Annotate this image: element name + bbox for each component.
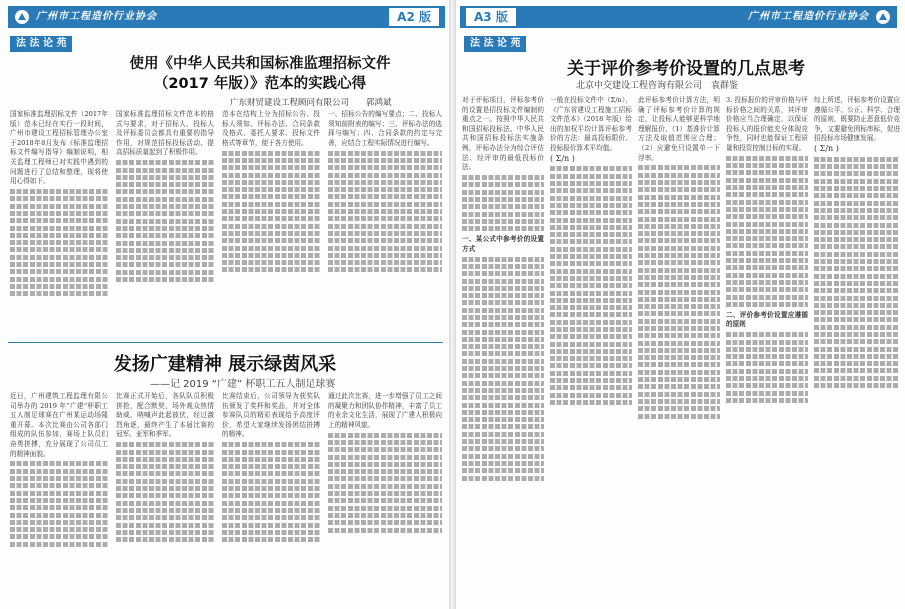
article1-column-1	[10, 110, 108, 338]
article1-text-4: 一、招标公告的编写要点；二、投标人须知前附表的编写；三、评标办法的选择与编写；四、合同条款的约定与完善，应结合工程实际情况进行编写。	[328, 110, 442, 147]
article-column-5	[814, 96, 900, 606]
page-label: A3 版	[466, 8, 516, 26]
page-header	[460, 6, 897, 28]
newspaper-name: 广州市工程造价行业协会	[36, 11, 157, 22]
formula-1: ( Σ/n )	[550, 153, 575, 163]
page-label: A2 版	[389, 8, 439, 26]
article-text-4: 3. 投标报价的评审价格与评标价格之间的关系，其评审价格应当合理确定，以保证投标人的报价能充分体现竞争性，同时也能保证工程质量和投资控制目标的实现。	[726, 96, 808, 152]
article-title: 关于评价参考价设置的几点思考	[567, 59, 805, 79]
article-text-2: 一般在投标文件中（Σ/n），《广东省建设工程施工招标文件范本》（2018 年版）给出的加权平均计算评标参考价的方法：最高投标限价、投标报价算术平均值。	[550, 96, 632, 152]
article-byline: 北京中交建设工程咨询有限公司 袁群鉴	[576, 81, 739, 91]
article-title-line2: （2017 年版）》范本的实践心得	[153, 76, 367, 92]
article2-text-1: 近日，广州建筑工程监理有限公司举办的 2019 年“广建”杯职工五人制足球赛在广州某运动场隆重开幕。本次比赛由公司各部门组成的队伍参加，赛场上队员们奋勇拼搏，充分展现了公司员工的精神面貌。	[10, 392, 108, 458]
page-gutter	[449, 0, 456, 609]
article2-column-2	[116, 392, 214, 606]
article-byline: 广东财贸建设工程顾问有限公司 郭鸿斌	[230, 98, 392, 108]
article2-subtitle: ——记 2019 “广建” 杯职工五人制足球赛	[150, 379, 336, 390]
section-heading-1: 一、某公式中参考价的设置方式	[462, 235, 544, 253]
article-column-2	[550, 96, 632, 606]
article2-title: 发扬广建精神 展示绿茵风采	[113, 354, 337, 375]
section-divider	[8, 342, 443, 343]
article2-text-2: 比赛正式开始后，各队队员积极拼抢，配合默契，场外观众热情助威，呐喊声此起彼伏，经过激烈角逐，最终产生了本届比赛的冠军、亚军和季军。	[116, 392, 214, 439]
article-title-line1: 使用《中华人民共和国标准监理招标文件	[129, 56, 391, 72]
article-column-1	[462, 96, 544, 606]
article1-column-2	[116, 110, 214, 338]
newspaper-name: 广州市工程造价行业协会	[748, 11, 869, 22]
article-column-3	[638, 96, 720, 606]
column-tag: 法 法 论 苑	[10, 36, 72, 52]
article-text-1: 对于评标项目，评标参考价的设置是招投标文件编制的重点之一。按照中华人民共和国招标投标法、中华人民共和国招标投标法实施条例，评标办法分为综合评估法、经评审的最低投标价法。	[462, 96, 544, 172]
article1-text-2: 国家标准监理招标文件范本的格式与要求，对于招标人、投标人及评标委员会都具有重要的指导作用，对规范招标投标活动、提高招标质量起到了积极作用。	[116, 110, 214, 157]
page-header	[8, 6, 445, 28]
article2-column-4	[328, 392, 442, 606]
article1-text-3: 范本在结构上分为招标公告、投标人须知、评标办法、合同条款及格式、委托人要求、投标文件格式等章节，便于各方使用。	[222, 110, 320, 147]
article1-column-3	[222, 110, 320, 338]
article-column-4	[726, 96, 808, 606]
article2-text-3: 比赛结束后，公司领导为获奖队伍颁发了奖杯和奖品，并对全体参赛队员的精彩表现给予高度评价，希望大家继续发扬团结拼搏的精神。	[222, 392, 320, 439]
logo-icon	[875, 9, 891, 25]
logo-icon	[14, 9, 30, 25]
article-text-3: 此评标参考价计算方法，明确了评标参考价计算的规定，让投标人能够更科学地理解报价，（1）基准价计算方法及取值范围应合理；（2）应避免只设置单一下浮率。	[638, 96, 720, 162]
right-page	[456, 0, 905, 609]
article-text-5: 综上所述，评标参考价设置应遵循公平、公正、科学、合理的原则，既要防止恶意低价竞争，又要避免围标串标，促进招投标市场健康发展。	[814, 96, 900, 143]
article2-text-4: 通过此次比赛，进一步增强了员工之间的凝聚力和团队协作精神，丰富了员工的业余文化生活，展现了广建人积极向上的精神风貌。	[328, 392, 442, 429]
column-tag: 法 法 论 苑	[464, 36, 526, 52]
article1-text-1: 国家标准监理招标文件（2017年版）范本已经在实行一段时间，广州市建设工程招标管理办公室于2018年8月发布《标准监理招标文件编写指导》编制说明，相关监理工程师已对实践中遇到的问题进行了总结和整理，现将使用心得如下。	[10, 110, 108, 186]
left-page	[0, 0, 449, 609]
section-heading-2: 二、评价参考价设置应遵循的原则	[726, 310, 808, 329]
article2-column-3	[222, 392, 320, 606]
article1-column-4	[328, 110, 442, 338]
article2-column-1	[10, 392, 108, 606]
formula-2: ( Σ/n )	[814, 143, 839, 153]
